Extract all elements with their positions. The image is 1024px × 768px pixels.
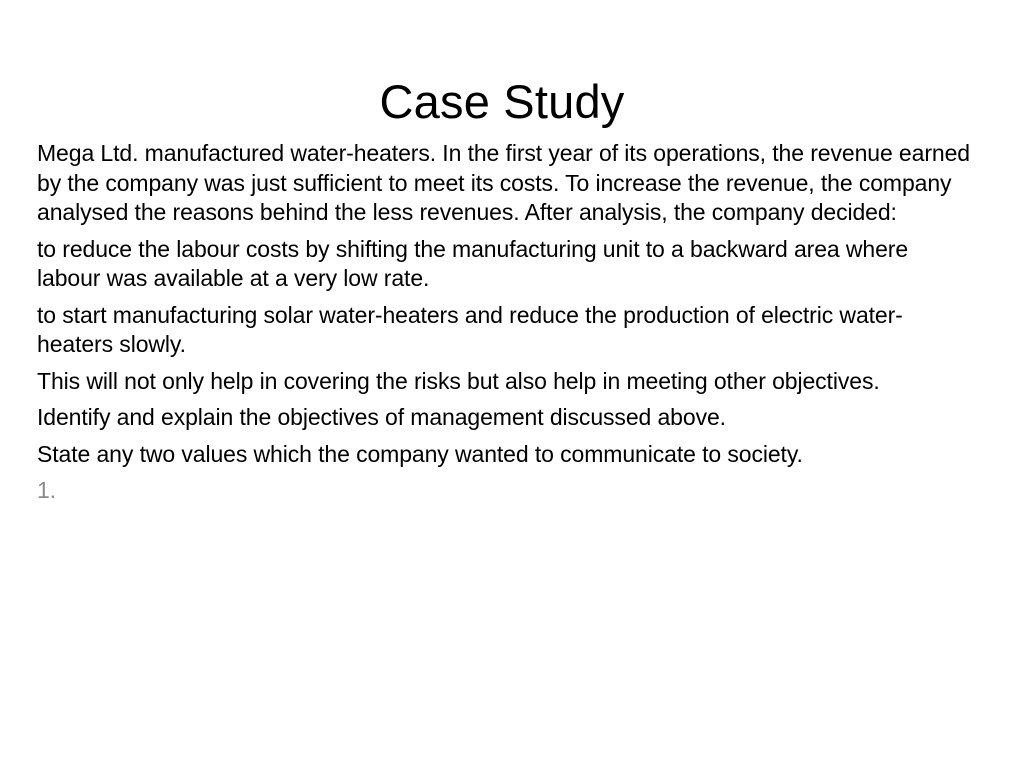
paragraph-question-values: State any two values which the company wanted to communicate to society. <box>37 440 803 467</box>
numbered-item: 1. <box>37 477 56 503</box>
paragraph-solar-heaters: to start manufacturing solar water-heaters and reduce the production of electric water- heaters slowly. <box>37 301 903 357</box>
paragraph-labour-costs: to reduce the labour costs by shifting the manufacturing unit to a backward area where labour was available at a very low rate. <box>37 235 909 291</box>
paragraph-question-objectives: Identify and explain the objectives of management discussed above. <box>37 404 726 430</box>
paragraph-risks: This will not only help in covering the risks but also help in meeting other objectives. <box>37 367 880 394</box>
slide-title: Case Study <box>379 75 625 128</box>
slide-body <box>37 139 977 513</box>
paragraph-intro: Mega Ltd. manufactured water-heaters. In the first year of its operations, the revenue earned by the company was just sufficient to meet its costs. To increase the revenue, the company analysed the reasons behind the less revenues. After analysis, the company decided: <box>37 140 970 225</box>
